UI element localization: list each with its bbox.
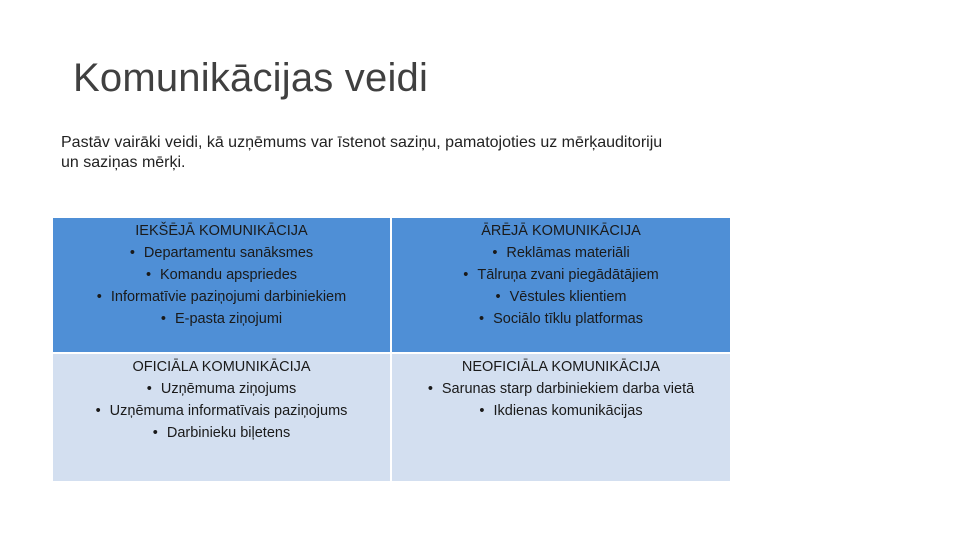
bullet-icon: •	[146, 381, 152, 397]
bullet-icon: •	[479, 311, 485, 327]
cell-heading: NEOFICIĀLA KOMUNIKĀCIJA	[461, 359, 661, 375]
list-item: • Ikdienas komunikācijas	[392, 400, 730, 422]
list-item: • Uzņēmuma ziņojums	[53, 378, 390, 400]
list-item: • Darbinieku biļetens	[53, 422, 390, 444]
bullet-icon: •	[495, 289, 501, 305]
list-item: • Departamentu sanāksmes	[53, 242, 390, 264]
cell-heading: IEKŠĒJĀ KOMUNIKĀCIJA	[135, 223, 308, 239]
intro-text: Pastāv vairāki veidi, kā uzņēmums var īstenot saziņu, pamatojoties uz mērķauditoriju un saziņas mērķi.	[61, 134, 663, 171]
external-communication-cell	[390, 218, 730, 352]
cell-heading: ĀRĒJĀ KOMUNIKĀCIJA	[481, 223, 641, 239]
item-list	[53, 242, 390, 330]
list-item: • E-pasta ziņojumi	[53, 308, 390, 330]
list-item: • Tālruņa zvani piegādātājiem	[392, 264, 730, 286]
bullet-icon: •	[492, 245, 498, 261]
item-list	[392, 378, 730, 422]
bullet-icon: •	[145, 267, 152, 283]
list-item: • Sarunas starp darbiniekiem darba vietā	[392, 378, 730, 400]
item-list	[53, 378, 390, 444]
internal-communication-cell	[53, 218, 390, 352]
list-item: • Reklāmas materiāli	[392, 242, 730, 264]
list-item: • Informatīvie paziņojumi darbiniekiem	[53, 286, 390, 308]
list-item: • Komandu apspriedes	[53, 264, 390, 286]
communication-types-table	[53, 218, 730, 481]
formal-communication-cell	[53, 352, 390, 481]
list-item: • Sociālo tīklu platformas	[392, 308, 730, 330]
bullet-icon: •	[96, 289, 102, 305]
informal-communication-cell	[390, 352, 730, 481]
list-item: • Uzņēmuma informatīvais paziņojums	[53, 400, 390, 422]
bullet-icon: •	[160, 311, 166, 327]
bullet-icon: •	[479, 403, 485, 419]
bullet-icon: •	[129, 245, 135, 261]
bullet-icon: •	[95, 403, 101, 419]
cell-heading: OFICIĀLA KOMUNIKĀCIJA	[132, 359, 311, 375]
bullet-icon: •	[152, 425, 158, 441]
list-item: • Vēstules klientiem	[392, 286, 730, 308]
item-list	[392, 242, 730, 330]
bullet-icon: •	[463, 267, 469, 283]
slide-title: Komunikācijas veidi	[73, 56, 429, 100]
bullet-icon: •	[427, 381, 433, 397]
